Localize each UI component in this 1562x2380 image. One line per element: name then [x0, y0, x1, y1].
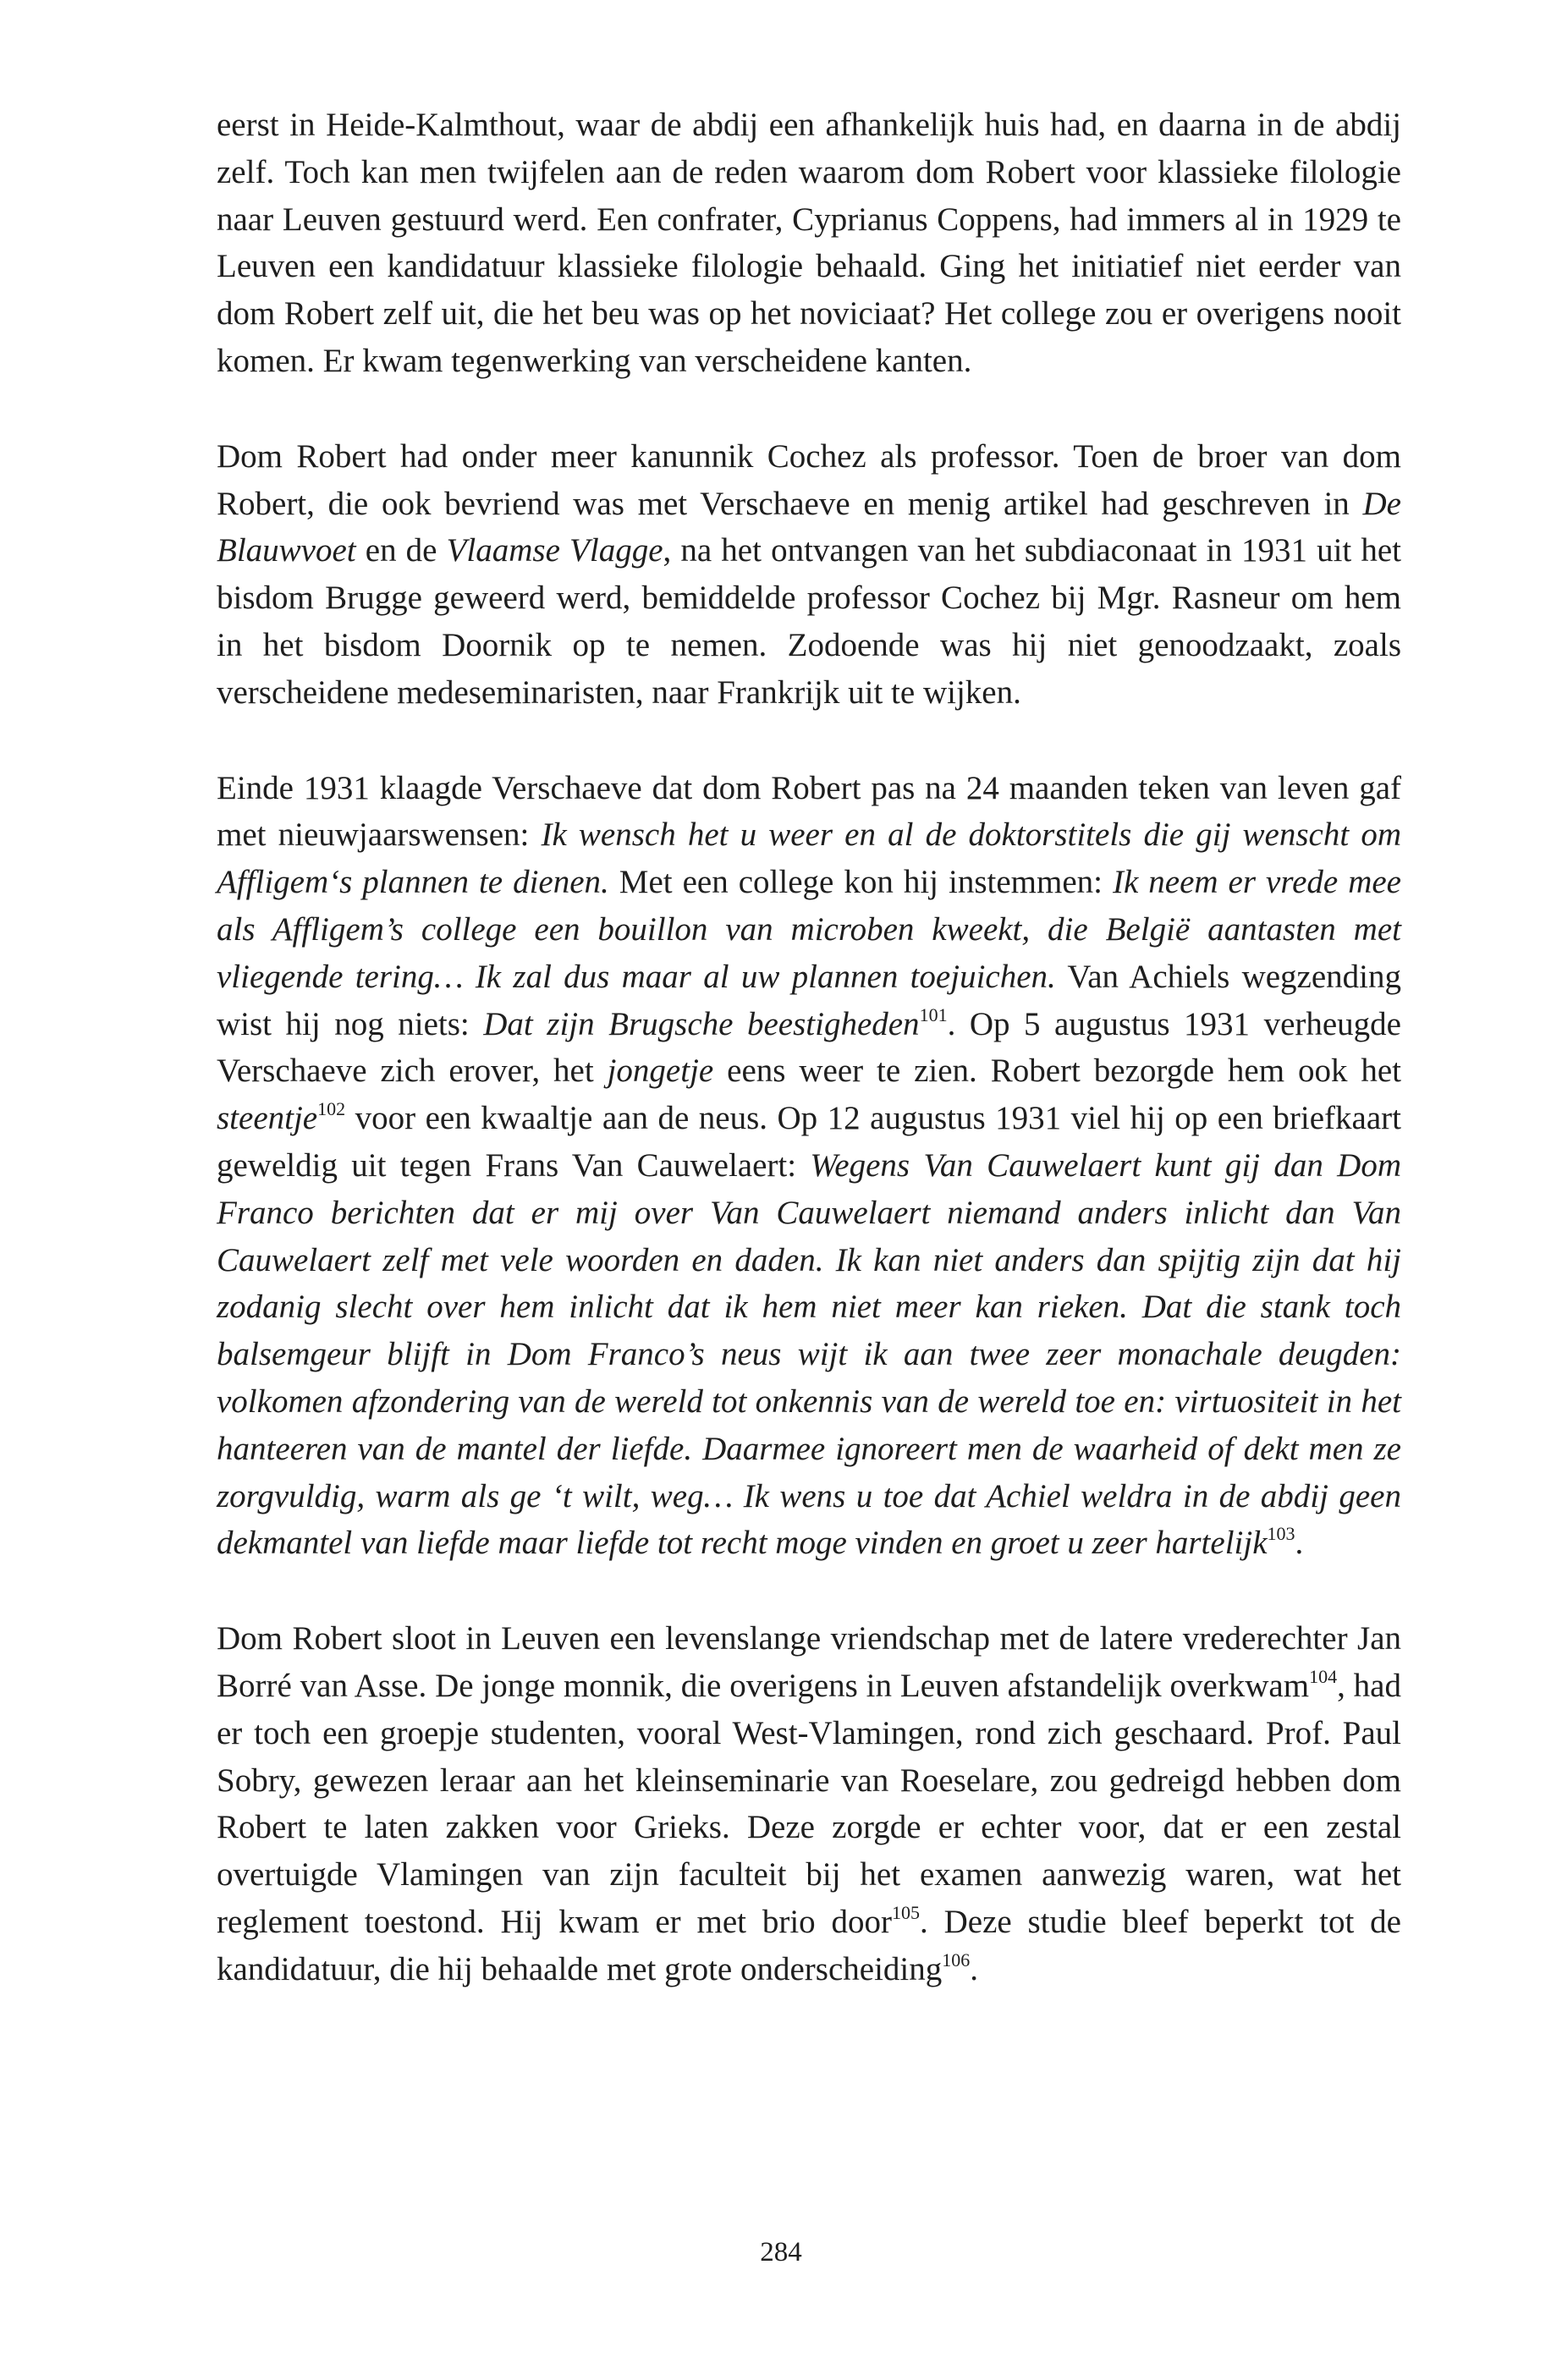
page-number: 284 [760, 2237, 802, 2267]
text-run: Dom Robert sloot in Leuven een levenslange vriendschap met de latere vrederechter Jan Borré van Asse. De jonge monnik, die overigens in Leuven afstandelijk overkwam [217, 1620, 1401, 1704]
text-run: Einde 1931 klaagde Verschaeve dat dom Robert pas na 24 maanden teken van leven gaf met nieuwjaarswensen: [217, 769, 1401, 854]
text-run: eens weer te zien. Robert bezorgde hem ook het [713, 1053, 1401, 1090]
text-run: , had er toch een groepje studenten, vooral West-Vlamingen, rond zich geschaard. Prof. Paul Sobry, gewezen leraar aan het kleinseminarie van Roeselare, zou gedreigd hebben dom Robert te laten zakken voor Grieks. Deze zorgde er echter voor, dat er een zestal overtuigde Vlamingen van zijn faculteit bij het examen aanwezig waren, wat het reglement toestond. Hij kwam er met brio door [217, 1667, 1401, 1940]
page-body [217, 102, 1401, 1992]
italic-text: Ik wensch het u weer en al de doktorstitels die gij wenscht om Affligem‘s plannen te dienen. [217, 816, 1401, 901]
footnote-ref: 106 [942, 1949, 971, 1971]
footnote-ref: 103 [1267, 1523, 1295, 1545]
footnote-ref: 102 [317, 1098, 346, 1120]
italic-text: Ik neem er vrede mee als Affligem’s college een bouillon van microben kweekt, die België aantasten met vliegende tering… Ik zal dus maar al uw plannen toejuichen. [217, 864, 1401, 995]
paragraph [217, 433, 1401, 717]
paragraph [217, 765, 1401, 1568]
text-run: . [970, 1950, 978, 1987]
text-run: Dom Robert had onder meer kanunnik Cochez als professor. Toen de broer van dom Robert, die ook bevriend was met Verschaeve en menig artikel had geschreven in [217, 437, 1401, 522]
text-run: eerst in Heide-Kalmthout, waar de abdij een afhankelijk huis had, en daarna in de abdij zelf. Toch kan men twijfelen aan de reden waarom dom Robert voor klassieke filologie naar Leuven gestuurd werd. Een confrater, Cyprianus Coppens, had immers al in 1929 te Leuven een kandidatuur klassieke filologie behaald. Ging het initiatief niet eerder van dom Robert zelf uit, die het beu was op het noviciaat? Het college zou er overigens nooit komen. Er kwam tegenwerking van verscheidene kanten. [217, 107, 1401, 379]
text-run: . [1295, 1525, 1304, 1562]
footnote-ref: 104 [1309, 1665, 1338, 1687]
italic-text: De Blauwvoet [217, 485, 1401, 569]
text-run: Van Achiels wegzending wist hij nog niets: [217, 958, 1401, 1042]
italic-text: Wegens Van Cauwelaert kunt gij dan Dom Franco berichten dat er mij over Van Cauwelaert niemand anders inlicht dan Van Cauwelaert zelf met vele woorden en daden. Ik kan niet anders dan spijtig zijn dat hij zodanig slecht over hem inlicht dat ik hem niet meer kan rieken. Dat die stank toch balsemgeur blijft in Dom Franco’s neus wijt ik aan twee zeer monachale deugden: volkomen afzondering van de wereld tot onkennis van de wereld toe en: virtuositeit in het hanteeren van de mantel der liefde. Daarmee ignoreert men de waarheid of dekt men ze zorgvuldig, warm als ge ‘t wilt, weg… Ik wens u toe dat Achiel weldra in de abdij geen dekmantel van liefde maar liefde tot recht moge vinden en groet u zeer hartelijk [217, 1146, 1402, 1562]
italic-text: jongetje [607, 1053, 714, 1090]
text-run: en de [355, 532, 447, 569]
paragraph [217, 102, 1401, 385]
italic-text: Dat zijn Brugsche beestigheden [483, 1005, 920, 1042]
text-run: . Deze studie bleef beperkt tot de kandidatuur, die hij behaalde met grote onderscheiding [217, 1903, 1401, 1987]
footnote-ref: 101 [919, 1003, 948, 1025]
paragraph [217, 1615, 1401, 1992]
italic-text: Vlaamse Vlagge [446, 532, 663, 569]
text-run: Met een college kon hij instemmen: [608, 864, 1113, 901]
italic-text: steentje [217, 1100, 318, 1137]
text-run: voor een kwaaltje aan de neus. Op 12 augustus 1931 viel hij op een briefkaart geweldig uit tegen Frans Van Cauwelaert: [217, 1100, 1401, 1184]
footnote-ref: 105 [892, 1901, 921, 1923]
text-run: , na het ontvangen van het subdiaconaat in 1931 uit het bisdom Brugge geweerd werd, bemiddelde professor Cochez bij Mgr. Rasneur om hem in het bisdom Doornik op te nemen. Zodoende was hij niet genoodzaakt, zoals verscheidene medeseminaristen, naar Frankrijk uit te wijken. [217, 532, 1402, 711]
text-run: . Op 5 augustus 1931 verheugde Verschaeve zich erover, het [217, 1005, 1401, 1090]
